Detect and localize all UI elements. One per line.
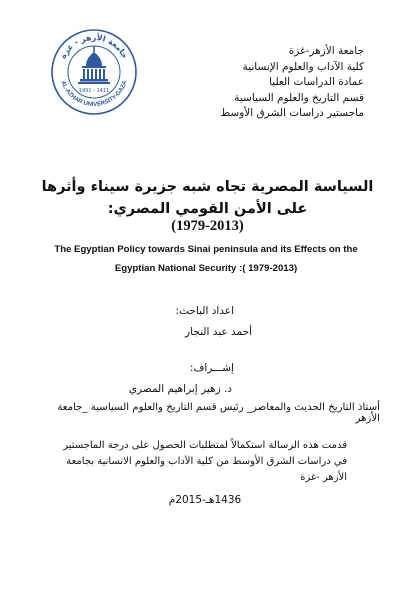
thesis-title-arabic: السياسة المصرية تجاه شبه جزيرة سيناء وأثرها على الأمن القومي المصري: (41, 179, 374, 217)
university-logo (50, 28, 138, 116)
thesis-title-english (10, 240, 402, 278)
thesis-title-english-line: Egyptian National Security :( 1979-2013) (114, 263, 298, 274)
svg-text:جامعة الأزهر - غزة: جامعة الأزهر - غزة (58, 32, 130, 61)
institution-line: جامعة الأزهر-غزة (288, 45, 364, 57)
institution-line: كلية الآداب والعلوم الإنسانية (242, 60, 364, 73)
researcher-name: أحمد عبد النجار (185, 326, 252, 338)
university-seal-icon (50, 28, 138, 116)
thesis-title-english-line: The Egyptian Policy towards Sinai peninsula and its Effects on the (54, 244, 358, 255)
svg-text:AL-AZHAR UNIVERSITY-GAZA: AL-AZHAR UNIVERSITY-GAZA (59, 80, 129, 109)
institution-line: ماجستير دراسات الشرق الأوسط (220, 107, 364, 119)
supervisor-position: أستاذ التاريخ الحديث والمعاصر_ رئيس قسم التاريخ والعلوم السياسية _جامعة الأزهر (57, 402, 380, 424)
svg-text:1991 - 1411: 1991 - 1411 (78, 88, 110, 94)
submission-date: 1436هـ-2015م (168, 494, 242, 506)
researcher-label: اعداد الباحث: (175, 305, 234, 317)
institution-header (124, 44, 364, 122)
supervisor-name: د. زهير إبراهيم المصري (128, 383, 232, 395)
institution-line: قسم التاريخ والعلوم السياسية (234, 91, 364, 104)
supervisor-label: إشـــراف: (189, 362, 234, 374)
institution-line: عمادة الدراسات العليا (269, 76, 364, 88)
thesis-submission-note: قدمت هذه الرسالة استكمالاً لمتطلبات الحصول على درجة الماجستير في دراسات الشرق الأوسط من كلية الآداب والعلوم الانسانية بجامعة الأزهر -غزة (63, 440, 347, 483)
thesis-years: (1979-2013) (171, 218, 244, 234)
